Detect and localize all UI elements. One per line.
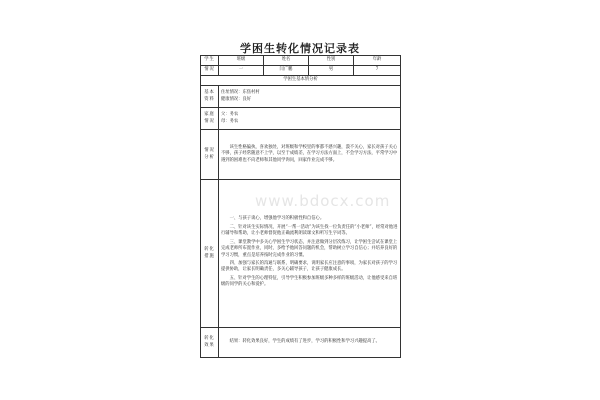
- mother-line: 母：务农: [221, 118, 239, 124]
- family-label-2: 情况: [204, 118, 215, 124]
- analysis-text: 该生性格偏执，喜欢独处，对班级和学校里的事都不感兴趣，漠不关心，家长对孩子关心不够，孩子经常随意不上学，以至于成绩差，在学习方法方面上，不会学习方法，平常学习中遇到的困难也不向老师和其他同学询问，回家作业完成不够。: [221, 144, 398, 163]
- section-heading-row: [201, 76, 401, 86]
- header-class: 班级: [219, 56, 264, 66]
- header-age: 年龄: [354, 56, 401, 66]
- family-label-1: 家庭: [204, 112, 215, 118]
- measures-row: [201, 180, 401, 328]
- analysis-label-1: 情况: [204, 148, 215, 154]
- value-class: 一: [219, 66, 264, 76]
- result-label: [201, 328, 219, 358]
- header-row: [201, 56, 401, 66]
- basic-info-label-2: 资料: [204, 96, 215, 102]
- result-text: 结果：转化效果良好，学生的成绩有了进步，学习的积极性和学习兴趣提高了。: [229, 339, 380, 345]
- result-label-1: 转化: [204, 336, 215, 342]
- basic-info-content: [219, 86, 401, 108]
- student-label-top: 学生: [201, 56, 219, 66]
- health-line: 健康情况：良好: [221, 96, 252, 102]
- header-gender: 性别: [309, 56, 354, 66]
- student-label-bottom: 情况: [201, 66, 219, 76]
- measures-content: [219, 180, 401, 328]
- measures-label-2: 措施: [204, 253, 215, 259]
- result-content: [219, 328, 401, 358]
- measure-item: 三、课堂教学中多关心学困生学习状态，并注意做到分层次练习，让学困生尝试在课堂上完成老师所布置作业，同时，多给予他回答问题的机会，帮助树立学习自信心；并培养良好的学习习惯，重点是培养按时完成作业的习惯。: [221, 239, 398, 258]
- result-label-2: 效果: [204, 342, 215, 348]
- measure-item: 二、针对该生实际情况，开展“一帮一活动”为该生找一位负责任的“小老师”，经常对他进行辅导和帮助，让小老师督促他正确流利朗读课文和听写生字词等。: [221, 224, 398, 237]
- value-row: [201, 66, 401, 76]
- basic-info-label: [201, 86, 219, 108]
- family-content: [219, 108, 401, 130]
- family-row: [201, 108, 401, 130]
- section-heading: 学困生基本情分析: [201, 76, 401, 86]
- watermark: www.bdocx.com: [255, 192, 391, 210]
- header-name: 姓名: [264, 56, 309, 66]
- basic-info-label-1: 基本: [204, 90, 215, 96]
- measure-item: 一、与孩子谈心，增强他学习的积极性和自信心。: [229, 216, 325, 222]
- measures-label-1: 转化: [204, 247, 215, 253]
- address-line: 住址情况：东焦村村: [221, 90, 260, 96]
- measure-item: 五、针对学生的心理特征，引导学生积极参加班级多种多样的班级活动，让他感受来自班级的同学的关心和爱护。: [221, 275, 398, 288]
- analysis-label-2: 分析: [204, 154, 215, 160]
- page-title: 学困生转化情况记录表: [240, 42, 360, 55]
- value-name: 闫广鹏: [264, 66, 309, 76]
- analysis-row: [201, 130, 401, 180]
- measures-label: [201, 180, 219, 328]
- measure-item: 四、加强与家长的沟通与联系，明确要求，说明家长应注意的事项，为家长对孩子的学习提供协助，让家长明确责任，多关心辅导孩子，让孩子健康成长。: [221, 260, 398, 273]
- value-gender: 男: [309, 66, 354, 76]
- basic-info-row: [201, 86, 401, 108]
- value-age: 7: [354, 66, 401, 76]
- family-label: [201, 108, 219, 130]
- analysis-content: [219, 130, 401, 180]
- record-table: [200, 55, 401, 358]
- father-line: 父：务农: [221, 112, 239, 118]
- analysis-label: [201, 130, 219, 180]
- result-row: [201, 328, 401, 358]
